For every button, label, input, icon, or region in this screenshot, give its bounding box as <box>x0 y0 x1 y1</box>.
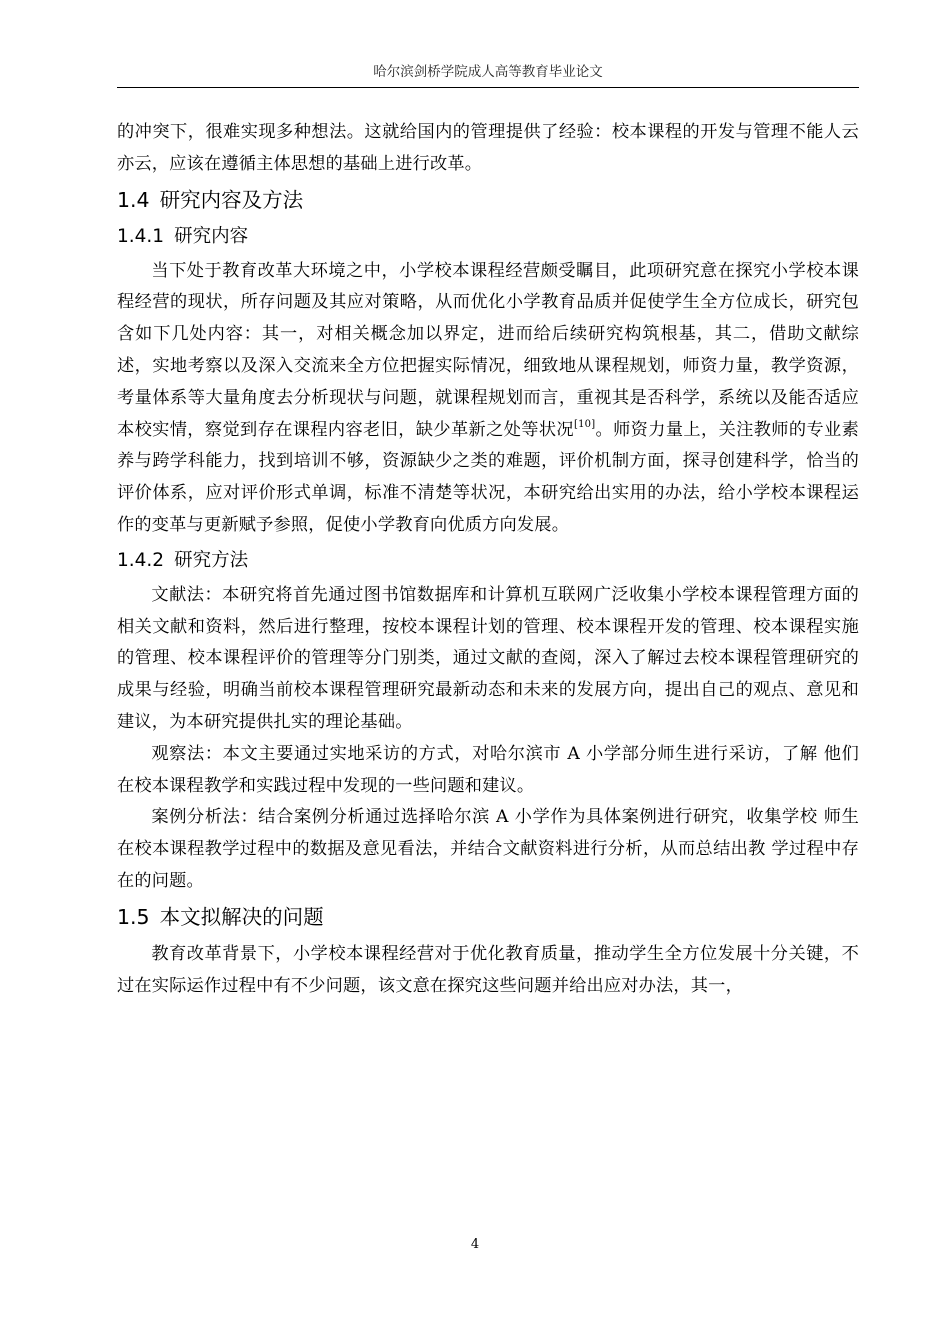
section-title: 研究方法 <box>174 549 249 571</box>
section-number: 1.4.2 <box>117 549 165 571</box>
header-rule <box>117 87 859 88</box>
section-title: 研究内容及方法 <box>159 187 304 212</box>
intro-paragraph: 的冲突下，很难实现多种想法。这就给国内的管理提供了经验：校本课程的开发与管理不能人云亦云，应该在遵循主体思想的基础上进行改革。 <box>117 122 859 174</box>
literature-method-paragraph: 文献法：本研究将首先通过图书馆数据库和计算机互联网广泛收集小学校本课程管理方面的相关文献和资料，然后进行整理，按校本课程计划的管理、校本课程开发的管理、校本课程实施的管理、校本课程评价的管理等分门别类，通过文献的查阅，深入了解过去校本课程管理研究的成果与经验，明确当前校本课程管理研究最新动态和未来的发展方向，提出自己的观点、意见和建议，为本研究提供扎实的理论基础。 <box>117 584 859 732</box>
section-heading-1-5 <box>117 900 859 934</box>
section-heading-1-4-1 <box>117 222 859 252</box>
section-number: 1.4 <box>117 187 150 212</box>
section-title: 本文拟解决的问题 <box>159 904 324 929</box>
section-number: 1.4.1 <box>117 225 165 247</box>
section-heading-1-4-2 <box>117 546 859 576</box>
page-body <box>117 117 859 1002</box>
paragraph-text: 。师资力量上，关注教师的专业素养与跨学科能力，找到培训不够，资源缺少之类的难题，评价机制方面，探寻创建科学，恰当的评价体系，应对评价形式单调，标准不清楚等状况，本研究给出实用的办法，给小学校本课程运作的变革与更新赋予参照，促使小学教育向优质方向发展。 <box>117 419 859 535</box>
problems-paragraph: 教育改革背景下，小学校本课程经营对于优化教育质量，推动学生全方位发展十分关键，不过在实际运作过程中有不少问题，该文意在探究这些问题并给出应对办法，其一， <box>117 943 859 996</box>
research-content-paragraph <box>117 256 859 542</box>
observation-method-paragraph: 观察法：本文主要通过实地采访的方式，对哈尔滨市 A 小学部分师生进行采访，了解 他们在校本课程教学和实践过程中发现的一些问题和建议。 <box>117 743 859 796</box>
section-number: 1.5 <box>117 904 150 929</box>
page-number: 4 <box>470 1237 480 1252</box>
paragraph-text: 当下处于教育改革大环境之中，小学校本课程经营颇受瞩目，此项研究意在探究小学校本课程经营的现状，所存问题及其应对策略，从而优化小学教育品质并促使学生全方位成长，研究包含如下几处内容：其一，对相关概念加以界定，进而给后续研究构筑根基，其二，借助文献综述，实地考察以及深入交流来全方位把握实际情况，细致地从课程规划，师资力量，教学资源，考量体系等大量角度去分析现状与问题，就课程规划而言，重视其是否科学，系统以及能否适应本校实情，察觉到存在课程内容老旧，缺少革新之处等状况 <box>117 260 859 440</box>
section-heading-1-4 <box>117 183 859 217</box>
running-header: 哈尔滨剑桥学院成人高等教育毕业论文 <box>373 64 603 80</box>
section-title: 研究内容 <box>174 225 249 247</box>
citation-marker: [10] <box>574 418 596 430</box>
case-analysis-paragraph: 案例分析法：结合案例分析通过选择哈尔滨 A 小学作为具体案例进行研究，收集学校 师生在校本课程教学过程中的数据及意见看法，并结合文献资料进行分析，从而总结出教 学过程中存在的问题。 <box>117 807 859 891</box>
